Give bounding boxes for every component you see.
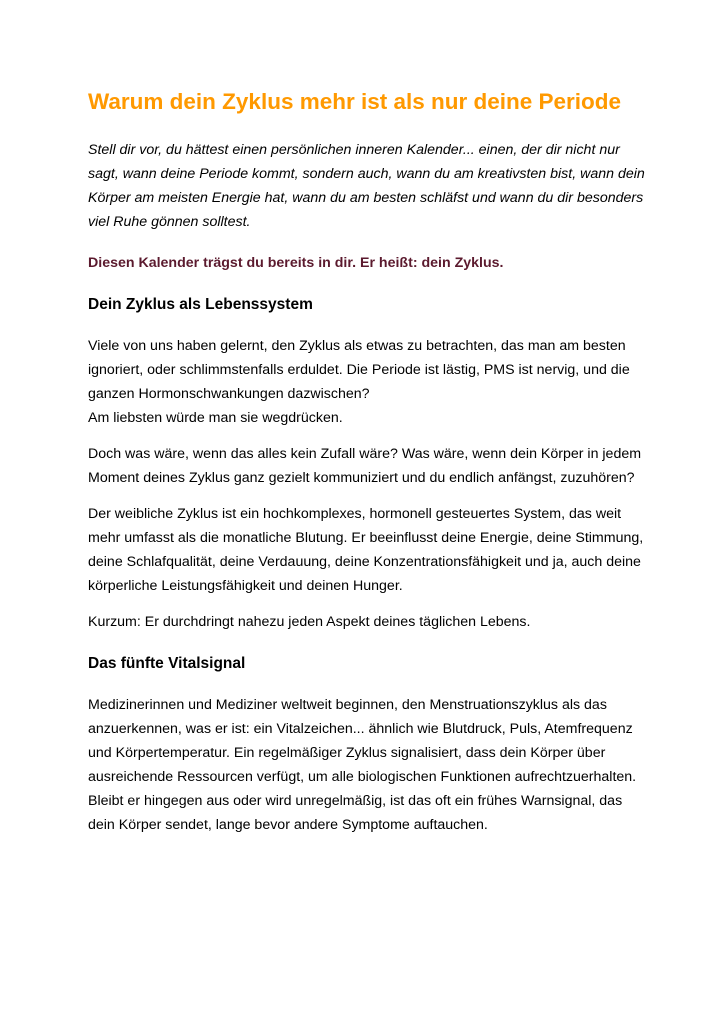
body-paragraph: Kurzum: Er durchdringt nahezu jeden Aspekt deines täglichen Lebens. <box>88 614 531 630</box>
callout-text: Diesen Kalender trägst du bereits in dir. Er heißt: dein Zyklus. <box>88 255 504 271</box>
document-title: Warum dein Zyklus mehr ist als nur deine Periode <box>88 89 622 114</box>
section-heading-vitalsignal: Das fünfte Vitalsignal <box>88 655 246 672</box>
document-page <box>88 86 648 837</box>
section-lebenssystem <box>88 334 648 634</box>
body-paragraph: Medizinerinnen und Mediziner weltweit beginnen, den Menstruationszyklus als das anzuerkennen, was er ist: ein Vitalzeichen... ähnlich wie Blutdruck, Puls, Atemfrequenz und Körpertemperatur. Ein regelmäßiger Zyklus signalisiert, dass dein Körper über ausreichende Ressourcen verfügt, um alle biologischen Funktionen aufrechtzuerhalten. Bleibt er hingegen aus oder wird unregelmäßig, ist das oft ein frühes Warnsignal, das dein Körper sendet, lange bevor andere Symptome auftauchen. <box>88 697 637 833</box>
body-paragraph: Der weibliche Zyklus ist ein hochkomplexes, hormonell gesteuertes System, das weit mehr umfasst als die monatliche Blutung. Er beeinflusst deine Energie, deine Stimmung, deine Schlafqualität, deine Verdauung, deine Konzentrationsfähigkeit und ja, auch deine körperliche Leistungsfähigkeit und deinen Hunger. <box>88 506 644 594</box>
section-vitalsignal <box>88 693 648 837</box>
section-heading-lebenssystem: Dein Zyklus als Lebenssystem <box>88 296 313 313</box>
body-paragraph <box>88 334 648 430</box>
paragraph-line: Am liebsten würde man sie wegdrücken. <box>88 410 343 426</box>
intro-paragraph: Stell dir vor, du hättest einen persönlichen inneren Kalender... einen, der dir nicht nur sagt, wann deine Periode kommt, sondern auch, wann du am kreativsten bist, wann dein Körper am meisten Energie hat, wann du am besten schläfst und wann du dir besonders viel Ruhe gönnen solltest. <box>88 142 645 230</box>
paragraph-line: Viele von uns haben gelernt, den Zyklus als etwas zu betrachten, das man am besten ignoriert, oder schlimmstenfalls erduldet. Die Periode ist lästig, PMS ist nervig, und die ganzen Hormonschwankungen dazwischen? <box>88 338 630 402</box>
body-paragraph: Doch was wäre, wenn das alles kein Zufall wäre? Was wäre, wenn dein Körper in jedem Moment deines Zyklus ganz gezielt kommuniziert und du endlich anfängst, zuzuhören? <box>88 446 642 486</box>
